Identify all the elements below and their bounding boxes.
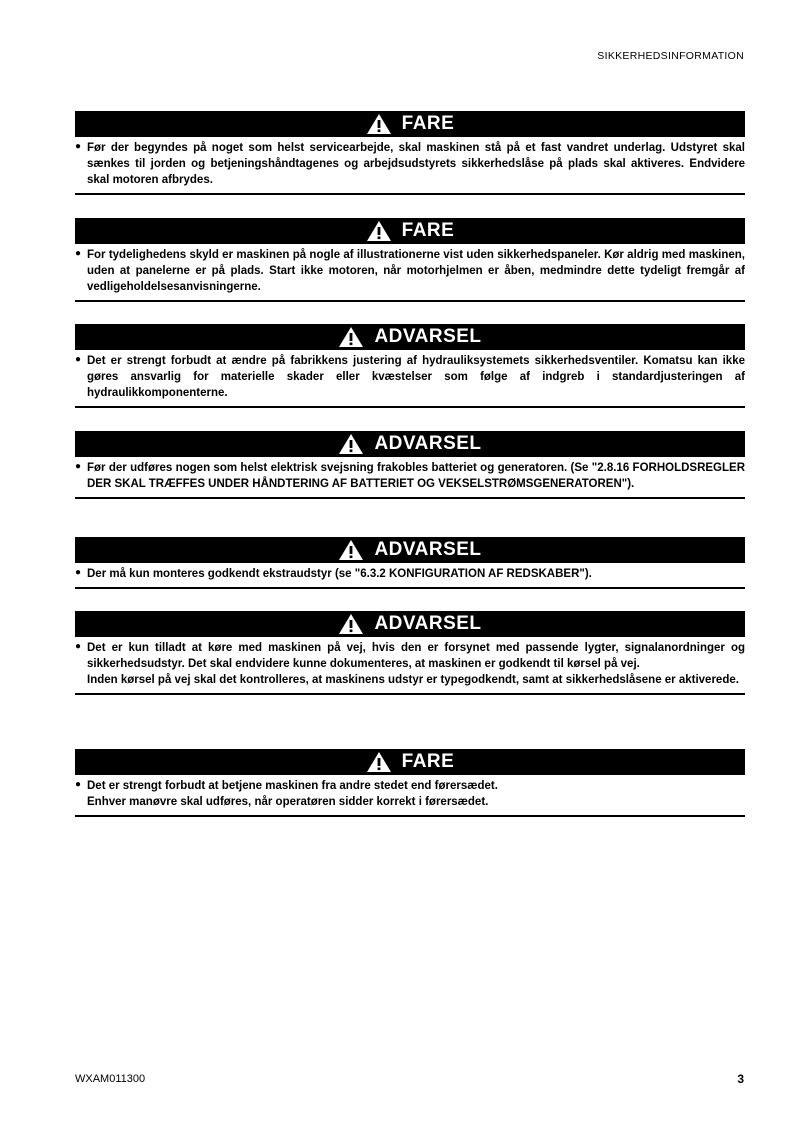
warning-level: ADVARSEL <box>374 539 482 560</box>
warning-box-7 <box>75 749 745 817</box>
warning-text: Det er strengt forbudt at ændre på fabrikkens justering af hydrauliksystemets sikkerhedsventiler. Komatsu kan ikke gøres ansvarlig for materielle skader eller kvæstelser som følge af indgreb i standardjusteringen af hydraulikkomponenterne. <box>87 355 745 399</box>
warning-box-4 <box>75 431 745 499</box>
header-section-title: SIKKERHEDSINFORMATION <box>597 50 744 62</box>
warning-triangle-icon <box>366 113 392 135</box>
bullet-icon: ● <box>75 354 82 365</box>
warning-level: ADVARSEL <box>374 433 482 454</box>
warning-body <box>75 244 745 300</box>
warning-triangle-icon <box>366 751 392 773</box>
warning-body <box>75 637 745 693</box>
warning-level: FARE <box>401 113 455 134</box>
warning-text: Der må kun monteres godkendt ekstraudstyr (se "6.3.2 KONFIGURATION AF REDSKABER"). <box>87 568 592 580</box>
warning-body <box>75 775 745 815</box>
warning-banner <box>75 537 745 563</box>
footer-page-number: 3 <box>737 1072 744 1086</box>
list-item <box>75 778 745 810</box>
bullet-icon: ● <box>75 461 82 472</box>
warning-banner <box>75 431 745 457</box>
warning-body <box>75 563 745 587</box>
warning-box-6 <box>75 611 745 695</box>
warning-triangle-icon <box>338 326 364 348</box>
warning-banner <box>75 218 745 244</box>
warning-level: ADVARSEL <box>374 326 482 347</box>
warning-text: Enhver manøvre skal udføres, når operatøren sidder korrekt i førersædet. <box>87 796 489 808</box>
warning-box-1 <box>75 111 745 195</box>
list-item <box>75 640 745 688</box>
list-item <box>75 247 745 295</box>
bullet-icon: ● <box>75 641 82 652</box>
warning-body <box>75 137 745 193</box>
bullet-icon: ● <box>75 248 82 259</box>
warning-box-2 <box>75 218 745 302</box>
warning-text: For tydelighedens skyld er maskinen på nogle af illustrationerne vist uden sikkerhedspaneler. Kør aldrig med maskinen, uden at panelerne er på plads. Start ikke motoren, når motorhjelmen er åben, medmindre dette tydeligt fremgår af vedligeholdelsesanvisningerne. <box>87 249 745 293</box>
warning-level: ADVARSEL <box>374 613 482 634</box>
warning-text: Det er strengt forbudt at betjene maskinen fra andre stedet end førersædet. <box>87 780 498 792</box>
warning-box-5 <box>75 537 745 589</box>
warning-text: Det er kun tilladt at køre med maskinen på vej, hvis den er forsynet med passende lygter, signalanordninger og sikkerhedsudstyr. Det skal endvidere kunne dokumenteres, at maskinen er godkendt til kørsel på vej. <box>87 642 745 670</box>
bullet-icon: ● <box>75 141 82 152</box>
warning-body <box>75 457 745 497</box>
warning-banner <box>75 324 745 350</box>
bullet-icon: ● <box>75 567 82 578</box>
warning-triangle-icon <box>338 613 364 635</box>
warning-text: Før der begyndes på noget som helst servicearbejde, skal maskinen stå på et fast vandret underlag. Udstyret skal sænkes til jorden og betjeningshåndtagenes og arbejdsudstyrets sikkerhedslåse på plads skal aktiveres. Endvidere skal motoren afbrydes. <box>87 142 745 186</box>
warning-body <box>75 350 745 406</box>
warning-text: Før der udføres nogen som helst elektrisk svejsning frakobles batteriet og generatoren. (Se "2.8.16 FORHOLDSREGLER DER SKAL TRÆFFES UNDER HÅNDTERING AF BATTERIET OG VEKSELSTRØMSGENERATOREN"). <box>87 462 745 490</box>
list-item <box>75 460 745 492</box>
warning-banner <box>75 111 745 137</box>
warning-banner <box>75 611 745 637</box>
footer-doc-code: WXAM011300 <box>75 1073 146 1085</box>
warning-level: FARE <box>401 220 455 241</box>
warning-level: FARE <box>401 751 455 772</box>
warning-box-3 <box>75 324 745 408</box>
warning-triangle-icon <box>338 433 364 455</box>
warning-banner <box>75 749 745 775</box>
warning-triangle-icon <box>338 539 364 561</box>
list-item <box>75 353 745 401</box>
list-item <box>75 140 745 188</box>
list-item <box>75 566 745 582</box>
warning-triangle-icon <box>366 220 392 242</box>
bullet-icon: ● <box>75 779 82 790</box>
warning-text: Inden kørsel på vej skal det kontrolleres, at maskinens udstyr er typegodkendt, samt at sikkerhedslåsene er aktiverede. <box>87 674 739 686</box>
